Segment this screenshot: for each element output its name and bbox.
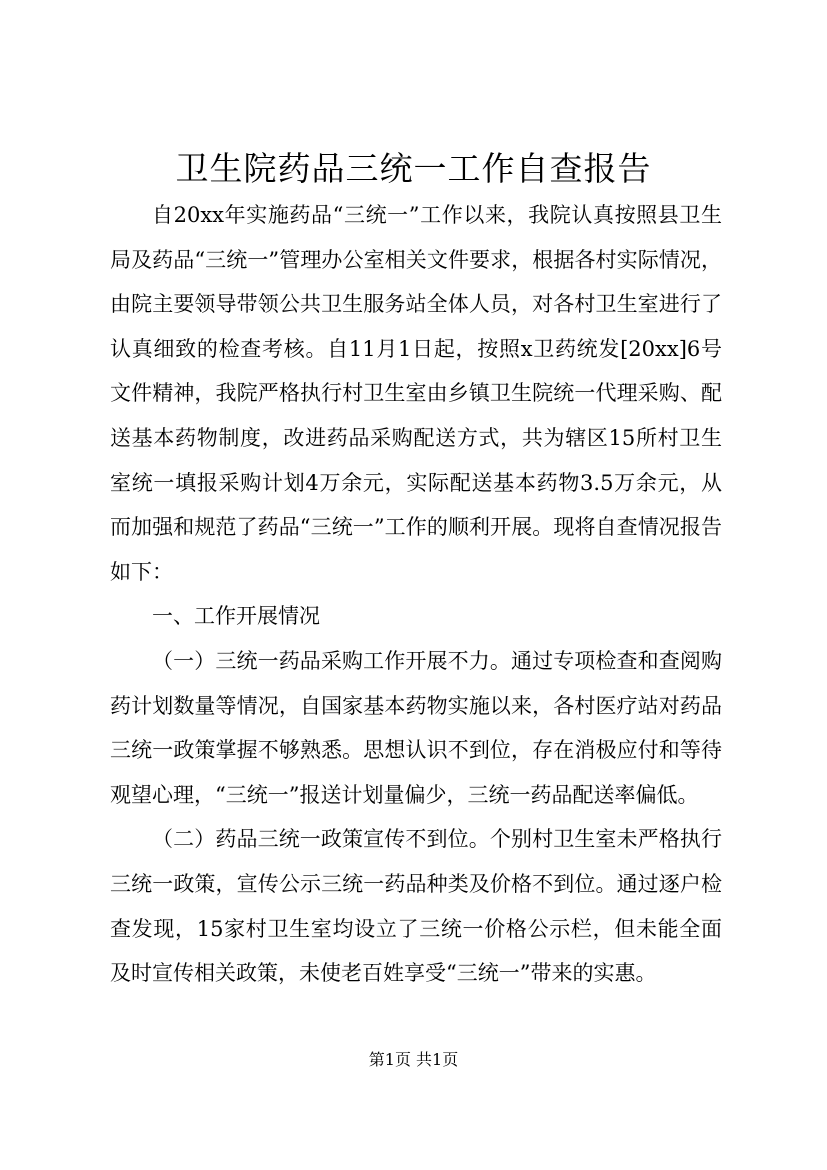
document-title: 卫生院药品三统一工作自查报告 xyxy=(175,149,652,188)
page-footer: 第1页 共1页 xyxy=(368,1050,459,1069)
section-heading: 一、工作开展情况 xyxy=(152,604,320,629)
paragraph-intro: 自20xx年实施药品“三统一”工作以来，我院认真按照县卫生局及药品“三统一”管理办公室相关文件要求，根据各村实际情况，由院主要领导带领公共卫生服务站全体人员，对各村卫生室进行了认真细致的检查考核。自11月1日起，按照x卫药统发[20xx]6号文件精神，我院严格执行村卫生室由乡镇卫生院统一代理采购、配送基本药物制度，改进药品采购配送方式，共为辖区15所村卫生室统一填报采购计划4万余元，实际配送基本药物3.5万余元，从而加强和规范了药品“三统一”工作的顺利开展。现将自查情况报告如下： xyxy=(110,203,722,584)
paragraph-item-2: （二）药品三统一政策宣传不到位。个别村卫生室未严格执行三统一政策，宣传公示三统一药品种类及价格不到位。通过逐户检查发现，15家村卫生室均设立了三统一价格公示栏，但未能全面及时宣传相关政策，未使老百姓享受“三统一”带来的实惠。 xyxy=(110,827,722,986)
paragraph-item-1: （一）三统一药品采购工作开展不力。通过专项检查和查阅购药计划数量等情况，自国家基本药物实施以来，各村医疗站对药品三统一政策掌握不够熟悉。思想认识不到位，存在消极应付和等待观望心理，“三统一”报送计划量偏少，三统一药品配送率偏低。 xyxy=(110,648,722,807)
document-body xyxy=(110,193,722,996)
